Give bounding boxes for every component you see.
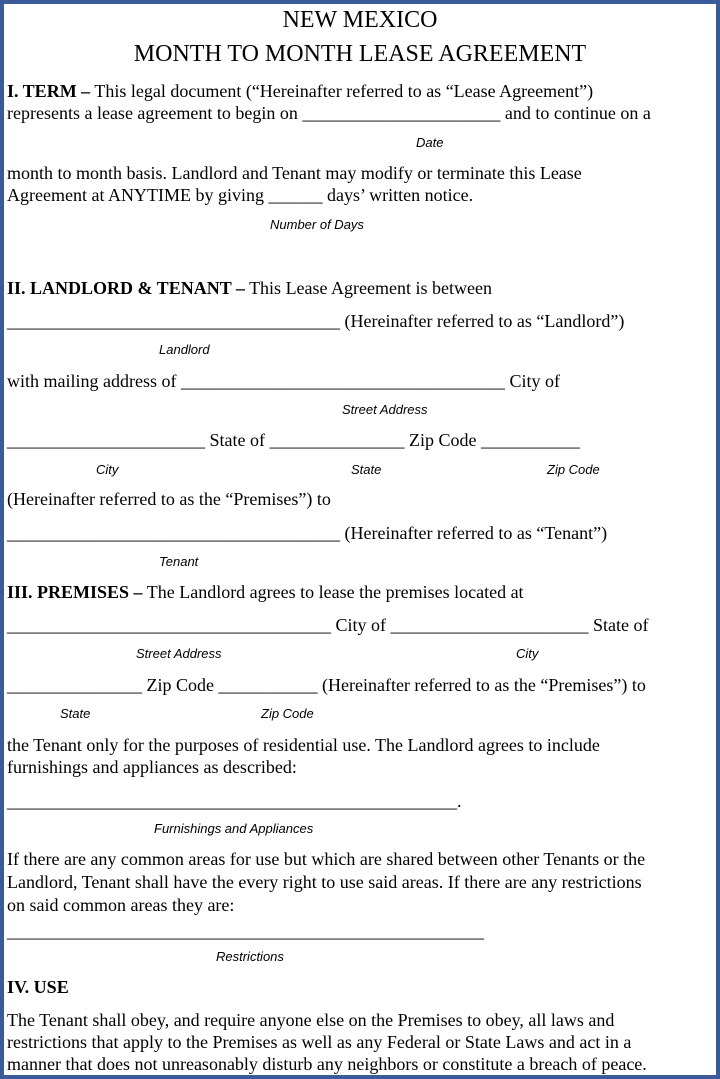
document-title: MONTH TO MONTH LEASE AGREEMENT <box>133 41 587 67</box>
label-premises-zip-code: Zip Code <box>261 706 314 721</box>
restrictions-line: _____________________________________________________ <box>7 921 484 941</box>
city-state-zip-line: ______________________ State of _______________ Zip Code ___________ <box>7 430 580 450</box>
premises-heading: III. PREMISES – <box>7 582 143 602</box>
use-line-3: manner that does not unreasonably disturb any neighbors or constitute a breach of peace. <box>7 1054 647 1074</box>
label-date: Date <box>416 135 444 150</box>
premises-line-8: Landlord, Tenant shall have the every right to use said areas. If there are any restrictions <box>7 872 642 892</box>
label-premises-street-address: Street Address <box>136 646 222 661</box>
use-heading: IV. USE <box>7 977 69 997</box>
landlord-tenant-heading: II. LANDLORD & TENANT – <box>7 278 245 298</box>
landlord-line: _____________________________________ (Hereinafter referred to as “Landlord”) <box>7 311 625 331</box>
label-premises-city: City <box>516 646 539 661</box>
use-line-2: restrictions that apply to the Premises as well as any Federal or State Laws and act in a <box>7 1032 632 1052</box>
furnishings-line: __________________________________________________. <box>7 791 462 811</box>
term-line-2: represents a lease agreement to begin on ______________________ and to continue on a <box>7 103 651 123</box>
premises-state-zip-line: _______________ Zip Code ___________ (Hereinafter referred to as the “Premises”) to <box>7 675 646 695</box>
label-furnishings: Furnishings and Appliances <box>154 821 314 836</box>
label-city: City <box>96 462 119 477</box>
premises-ref-line: (Hereinafter referred to as the “Premises”) to <box>7 489 331 509</box>
premises-line-4: the Tenant only for the purposes of residential use. The Landlord agrees to include <box>7 735 600 755</box>
term-line-4: Agreement at ANYTIME by giving ______ days’ written notice. <box>7 185 474 205</box>
label-landlord: Landlord <box>159 342 210 357</box>
label-premises-state: State <box>60 706 91 721</box>
label-number-of-days: Number of Days <box>270 217 364 232</box>
premises-line-7: If there are any common areas for use but which are shared between other Tenants or the <box>7 849 646 869</box>
tenant-line: _____________________________________ (Hereinafter referred to as “Tenant”) <box>7 523 608 543</box>
label-state: State <box>351 462 382 477</box>
term-text-1: This legal document (“Hereinafter referred to as “Lease Agreement”) <box>90 81 594 101</box>
term-line-1 <box>7 80 593 102</box>
landlord-tenant-text-1: This Lease Agreement is between <box>244 278 492 298</box>
term-heading: I. TERM – <box>7 81 91 101</box>
use-line-1: The Tenant shall obey, and require anyone else on the Premises to obey, all laws and <box>7 1010 615 1030</box>
premises-address-line: ____________________________________ City of ______________________ State of <box>7 615 649 635</box>
premises-line-5: furnishings and appliances as described: <box>7 757 297 777</box>
mailing-address-line: with mailing address of ____________________________________ City of <box>7 371 560 391</box>
premises-line-9: on said common areas they are: <box>7 895 235 915</box>
landlord-tenant-line-1 <box>7 277 492 299</box>
label-restrictions: Restrictions <box>216 949 284 964</box>
label-street-address: Street Address <box>342 402 428 417</box>
document-state-title: NEW MEXICO <box>282 7 438 33</box>
term-line-3: month to month basis. Landlord and Tenant may modify or terminate this Lease <box>7 163 582 183</box>
label-zip-code: Zip Code <box>547 462 600 477</box>
premises-text-1: The Landlord agrees to lease the premises located at <box>142 582 524 602</box>
label-tenant: Tenant <box>159 554 199 569</box>
premises-line-1 <box>7 581 524 603</box>
